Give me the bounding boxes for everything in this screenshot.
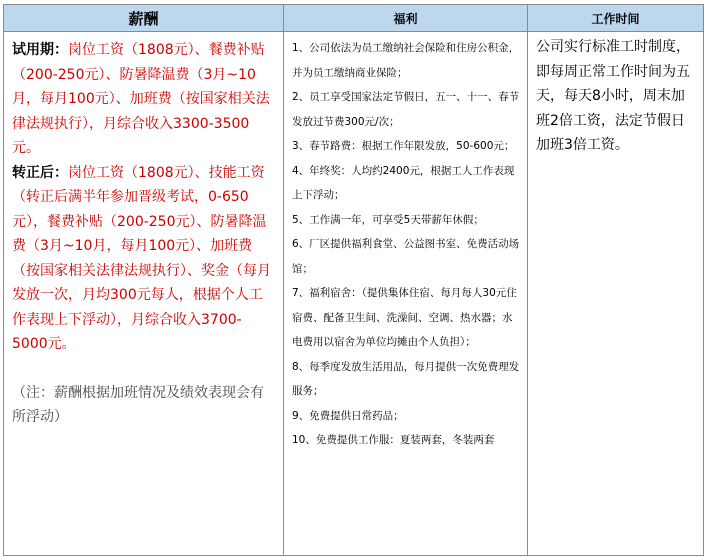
salary-note: （注：薪酬根据加班情况及绩效表现会有所浮动） [12,384,264,425]
content-row [4,32,704,556]
probation-text: 岗位工资（1808元）、餐费补贴（200-250元）、防暑降温费（3月~10月，每月100元）、加班费（按国家相关法律法规执行），月综合收入3300-3500元。 [12,42,270,156]
probation-label: 试用期： [12,42,68,58]
hours-text: 公司实行标准工时制度，即每周正常工作时间为五天，每天8小时，周末加班2倍工资，法定节假日加班3倍工资。 [536,39,690,153]
hours-cell [528,32,704,556]
regular-label: 转正后： [12,164,68,181]
benefits-cell [284,32,528,556]
benefit-item: 3、春节路费：根据工作年限发放，50-600元； [292,140,515,152]
benefit-item: 9、免费提供日常药品； [292,409,404,422]
benefits-header: 福利 [284,5,528,32]
hours-header: 工作时间 [528,5,704,32]
benefit-item: 4、年终奖：人均约2400元，根据工人工作表现上下浮动； [292,164,515,201]
salary-cell [4,32,284,556]
benefit-item: 6、厂区提供福利食堂、公益图书室、免费活动场馆； [292,238,520,275]
benefit-item: 2、员工享受国家法定节假日，五一、十一、春节发放过节费300元/次； [292,91,520,128]
compensation-table [3,4,704,556]
benefit-item: 1、公司依法为员工缴纳社会保险和住房公积金，并为员工缴纳商业保险； [292,42,520,79]
salary-header: 薪酬 [4,5,284,32]
header-row [4,5,704,32]
benefit-item: 8、每季度发放生活用品，每月提供一次免费理发服务； [292,360,520,397]
probation-paragraph [12,38,275,161]
regular-text: 岗位工资（1808元）、技能工资（转正后满半年参加晋级考试，0-650元），餐费补贴（200-250元）、防暑降温费（3月~10月，每月100元）、加班费（按国家相关法律法规执行）、奖金（每月发放一次，月均300元每人，根据个人工作表现上下浮动），月综合收入3700-5000元。 [12,164,271,352]
benefit-item: 10、免费提供工作服：夏装两套，冬装两套 [292,434,495,446]
regular-paragraph [12,161,275,357]
benefit-item: 7、福利宿舍：（提供集体住宿、每月每人30元住宿费、配备卫生间、洗澡间、空调、热水器；水电费用以宿舍为单位均摊由个人负担）； [292,287,517,348]
benefit-item: 5、工作满一年，可享受5天带薪年休假； [292,213,484,226]
